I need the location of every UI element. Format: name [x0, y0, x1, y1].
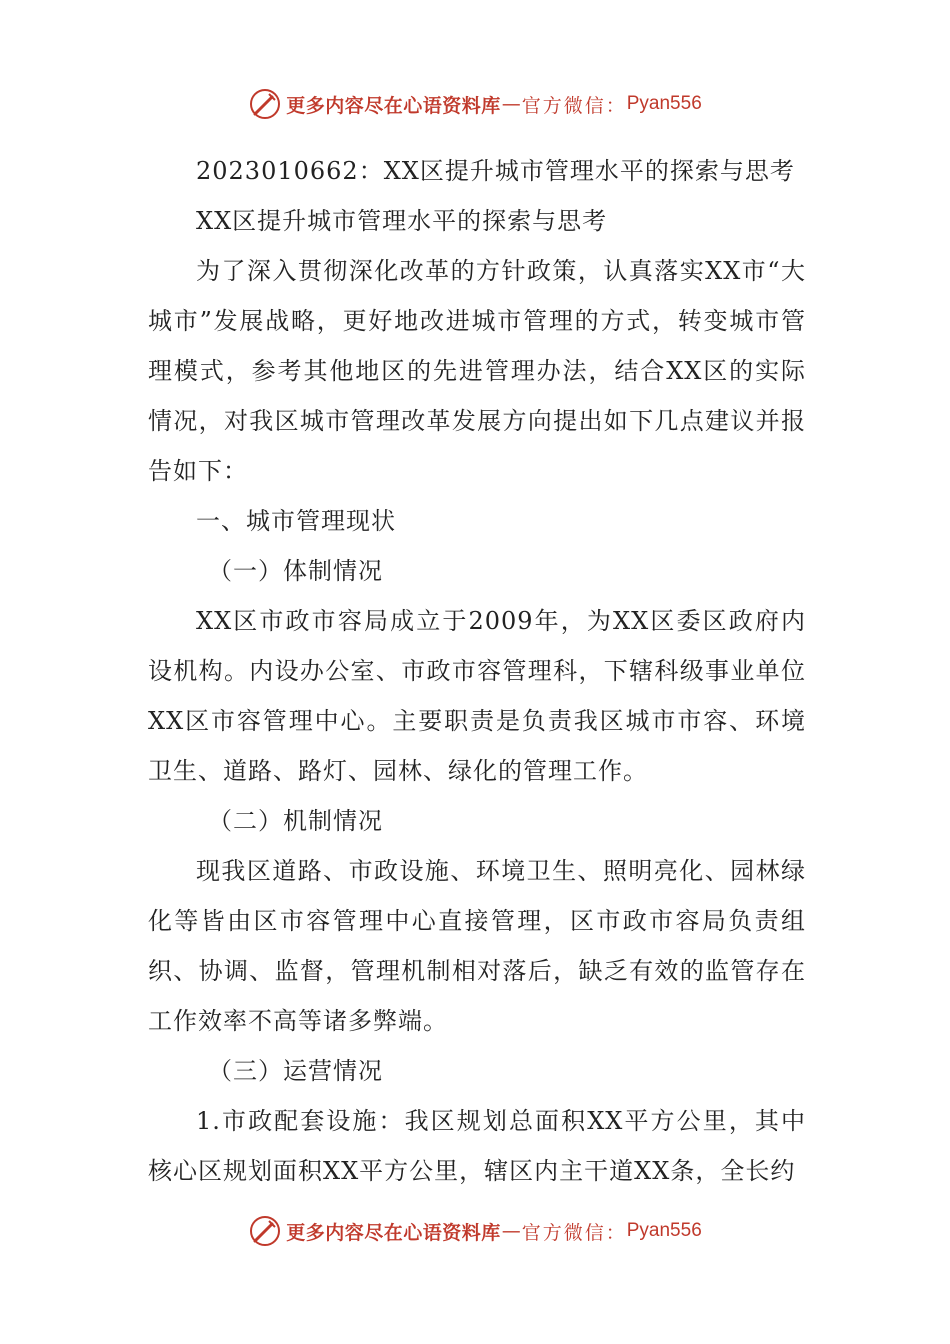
banner-separator: — — [501, 93, 521, 115]
document-subtitle: XX区提升城市管理水平的探索与思考 — [196, 207, 608, 235]
document-body — [148, 146, 806, 1196]
banner-wechat-label: 官方微信： — [521, 1221, 627, 1244]
subheading-1: （一）体制情况 — [208, 557, 383, 585]
banner-wechat-id: Pyan556 — [626, 1220, 702, 1241]
section-heading-1: 一、城市管理现状 — [196, 507, 396, 535]
banner-wechat-label: 官方微信： — [521, 94, 627, 117]
header-banner — [0, 84, 950, 124]
pen-logo-icon — [248, 1214, 282, 1248]
paragraph-2: 现我区道路、市政设施、环境卫生、照明亮化、园林绿化等皆由区市容管理中心直接管理，区市政市容局负责组织、协调、监督，管理机制相对落后，缺乏有效的监管存在工作效率不高等诸多弊端。 — [148, 857, 806, 1035]
document-title: 2023010662：XX区提升城市管理水平的探索与思考 — [196, 157, 795, 185]
footer-banner — [0, 1211, 950, 1251]
banner-brand: 更多内容尽在心语资料库 — [286, 94, 501, 117]
banner-wechat-id: Pyan556 — [626, 93, 702, 114]
banner-separator: — — [501, 1220, 521, 1242]
subheading-3: （三）运营情况 — [208, 1057, 383, 1085]
intro-paragraph: 为了深入贯彻深化改革的方针政策，认真落实XX市“大城市”发展战略，更好地改进城市管理的方式，转变城市管理模式，参考其他地区的先进管理办法，结合XX区的实际情况，对我区城市管理改革发展方向提出如下几点建议并报告如下： — [148, 257, 806, 485]
paragraph-3: 1.市政配套设施：我区规划总面积XX平方公里，其中核心区规划面积XX平方公里，辖区内主干道XX条，全长约 — [148, 1107, 806, 1185]
subheading-2: （二）机制情况 — [208, 807, 383, 835]
banner-brand: 更多内容尽在心语资料库 — [286, 1221, 501, 1244]
paragraph-1: XX区市政市容局成立于2009年，为XX区委区政府内设机构。内设办公室、市政市容管理科，下辖科级事业单位XX区市容管理中心。主要职责是负责我区城市市容、环境卫生、道路、路灯、园林、绿化的管理工作。 — [148, 607, 806, 785]
pen-logo-icon — [248, 87, 282, 121]
